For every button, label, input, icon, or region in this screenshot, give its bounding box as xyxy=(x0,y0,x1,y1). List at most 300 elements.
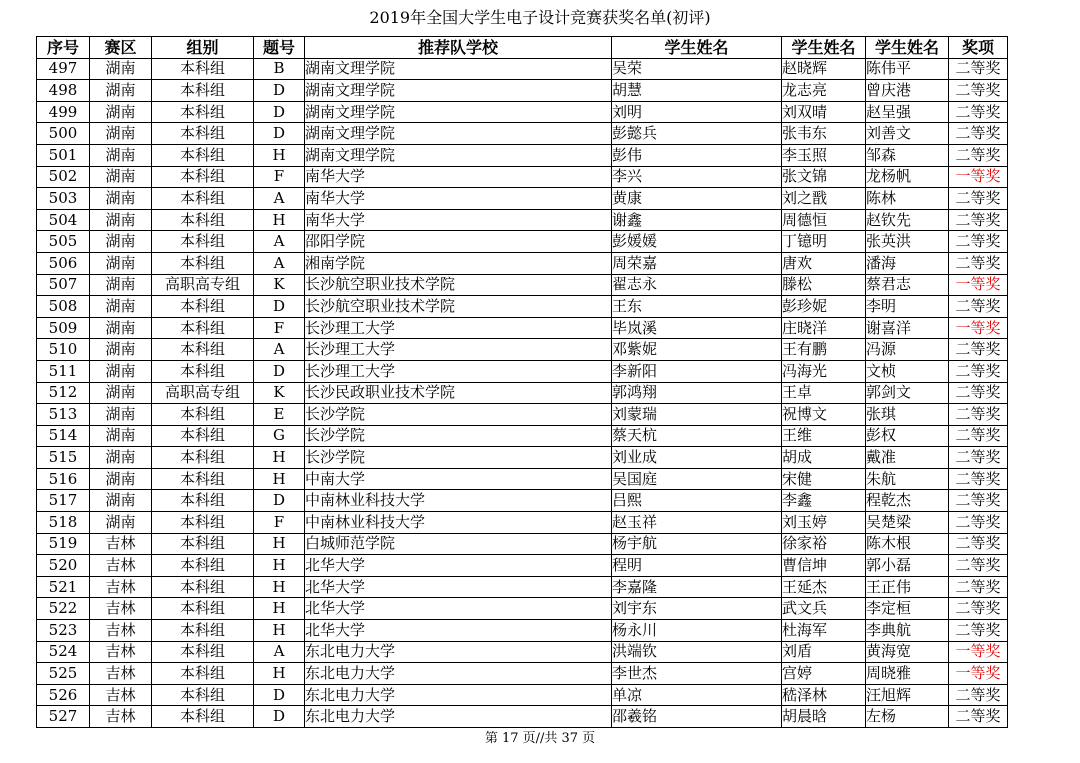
cell-problem: H xyxy=(254,576,305,598)
cell-index: 510 xyxy=(37,339,90,361)
cell-student-3: 李明 xyxy=(866,296,949,318)
cell-award: 一等奖 xyxy=(949,641,1008,663)
cell-region: 吉林 xyxy=(90,598,152,620)
table-row xyxy=(37,468,1008,490)
cell-student-3: 赵钦先 xyxy=(866,209,949,231)
cell-award: 二等奖 xyxy=(949,231,1008,253)
cell-school: 湘南学院 xyxy=(305,252,612,274)
table-row xyxy=(37,123,1008,145)
cell-school: 东北电力大学 xyxy=(305,641,612,663)
cell-problem: A xyxy=(254,252,305,274)
cell-award: 二等奖 xyxy=(949,144,1008,166)
cell-school: 湖南文理学院 xyxy=(305,144,612,166)
cell-index: 520 xyxy=(37,555,90,577)
cell-student-1: 毕岚溪 xyxy=(612,317,782,339)
header-student-1: 学生姓名 xyxy=(612,37,782,59)
cell-index: 523 xyxy=(37,620,90,642)
table-row xyxy=(37,512,1008,534)
table-row xyxy=(37,620,1008,642)
cell-award: 二等奖 xyxy=(949,252,1008,274)
cell-group: 本科组 xyxy=(152,555,254,577)
cell-region: 吉林 xyxy=(90,641,152,663)
cell-student-3: 戴准 xyxy=(866,447,949,469)
cell-problem: K xyxy=(254,274,305,296)
cell-region: 湖南 xyxy=(90,490,152,512)
page-title: 2019年全国大学生电子设计竞赛获奖名单(初评) xyxy=(369,8,711,27)
cell-index: 512 xyxy=(37,382,90,404)
cell-region: 湖南 xyxy=(90,339,152,361)
cell-region: 湖南 xyxy=(90,512,152,534)
cell-index: 521 xyxy=(37,576,90,598)
cell-index: 505 xyxy=(37,231,90,253)
cell-problem: H xyxy=(254,144,305,166)
header-award: 奖项 xyxy=(949,37,1008,59)
cell-student-3: 曾庆港 xyxy=(866,80,949,102)
cell-group: 本科组 xyxy=(152,80,254,102)
cell-region: 湖南 xyxy=(90,317,152,339)
cell-group: 本科组 xyxy=(152,231,254,253)
cell-school: 北华大学 xyxy=(305,576,612,598)
cell-award: 二等奖 xyxy=(949,80,1008,102)
cell-group: 本科组 xyxy=(152,663,254,685)
cell-problem: D xyxy=(254,80,305,102)
cell-award: 一等奖 xyxy=(949,166,1008,188)
cell-group: 本科组 xyxy=(152,706,254,728)
page-footer: 第 17 页//共 37 页 xyxy=(484,731,596,746)
cell-school: 中南林业科技大学 xyxy=(305,512,612,534)
cell-index: 506 xyxy=(37,252,90,274)
cell-group: 本科组 xyxy=(152,209,254,231)
cell-student-2: 嵇泽林 xyxy=(782,684,866,706)
cell-student-3: 刘善文 xyxy=(866,123,949,145)
cell-group: 本科组 xyxy=(152,512,254,534)
cell-student-2: 胡成 xyxy=(782,447,866,469)
cell-school: 东北电力大学 xyxy=(305,706,612,728)
cell-index: 519 xyxy=(37,533,90,555)
cell-award: 一等奖 xyxy=(949,274,1008,296)
cell-school: 长沙理工大学 xyxy=(305,360,612,382)
cell-award: 二等奖 xyxy=(949,533,1008,555)
cell-index: 526 xyxy=(37,684,90,706)
cell-student-1: 李兴 xyxy=(612,166,782,188)
cell-school: 湖南文理学院 xyxy=(305,80,612,102)
cell-index: 499 xyxy=(37,101,90,123)
cell-student-1: 吴荣 xyxy=(612,58,782,80)
cell-student-3: 周晓雅 xyxy=(866,663,949,685)
header-problem: 题号 xyxy=(254,37,305,59)
cell-group: 高职高专组 xyxy=(152,274,254,296)
cell-student-3: 李定桓 xyxy=(866,598,949,620)
cell-group: 本科组 xyxy=(152,425,254,447)
cell-student-2: 龙志亮 xyxy=(782,80,866,102)
cell-index: 517 xyxy=(37,490,90,512)
table-row xyxy=(37,684,1008,706)
cell-index: 518 xyxy=(37,512,90,534)
table-row xyxy=(37,101,1008,123)
cell-student-1: 翟志永 xyxy=(612,274,782,296)
cell-group: 本科组 xyxy=(152,296,254,318)
cell-region: 湖南 xyxy=(90,447,152,469)
cell-region: 湖南 xyxy=(90,296,152,318)
cell-student-3: 张琪 xyxy=(866,404,949,426)
cell-award: 二等奖 xyxy=(949,447,1008,469)
cell-problem: H xyxy=(254,533,305,555)
table-row xyxy=(37,80,1008,102)
cell-school: 长沙航空职业技术学院 xyxy=(305,274,612,296)
cell-index: 516 xyxy=(37,468,90,490)
table-row xyxy=(37,382,1008,404)
table-row xyxy=(37,404,1008,426)
cell-index: 513 xyxy=(37,404,90,426)
cell-index: 525 xyxy=(37,663,90,685)
cell-student-1: 郭鸿翔 xyxy=(612,382,782,404)
table-row xyxy=(37,576,1008,598)
cell-region: 吉林 xyxy=(90,663,152,685)
cell-group: 本科组 xyxy=(152,576,254,598)
cell-student-3: 郭剑文 xyxy=(866,382,949,404)
cell-school: 北华大学 xyxy=(305,555,612,577)
cell-student-2: 祝博文 xyxy=(782,404,866,426)
cell-region: 湖南 xyxy=(90,123,152,145)
cell-problem: D xyxy=(254,101,305,123)
cell-student-2: 李鑫 xyxy=(782,490,866,512)
cell-region: 吉林 xyxy=(90,620,152,642)
cell-index: 507 xyxy=(37,274,90,296)
cell-student-2: 徐家裕 xyxy=(782,533,866,555)
cell-school: 长沙理工大学 xyxy=(305,339,612,361)
table-row xyxy=(37,533,1008,555)
header-region: 赛区 xyxy=(90,37,152,59)
cell-award: 二等奖 xyxy=(949,468,1008,490)
cell-region: 吉林 xyxy=(90,706,152,728)
table-row xyxy=(37,231,1008,253)
cell-school: 长沙民政职业技术学院 xyxy=(305,382,612,404)
cell-school: 湖南文理学院 xyxy=(305,123,612,145)
cell-problem: A xyxy=(254,231,305,253)
cell-student-3: 黄海宽 xyxy=(866,641,949,663)
cell-student-2: 张韦东 xyxy=(782,123,866,145)
table-row xyxy=(37,490,1008,512)
cell-student-3: 陈林 xyxy=(866,188,949,210)
cell-problem: H xyxy=(254,447,305,469)
cell-school: 长沙学院 xyxy=(305,447,612,469)
cell-student-3: 谢喜洋 xyxy=(866,317,949,339)
cell-student-2: 冯海光 xyxy=(782,360,866,382)
cell-student-2: 武文兵 xyxy=(782,598,866,620)
cell-student-2: 李玉照 xyxy=(782,144,866,166)
cell-school: 长沙学院 xyxy=(305,425,612,447)
table-row xyxy=(37,447,1008,469)
table-row xyxy=(37,360,1008,382)
table-row xyxy=(37,188,1008,210)
cell-problem: D xyxy=(254,296,305,318)
cell-award: 二等奖 xyxy=(949,490,1008,512)
cell-group: 本科组 xyxy=(152,58,254,80)
cell-award: 二等奖 xyxy=(949,598,1008,620)
cell-region: 湖南 xyxy=(90,274,152,296)
cell-region: 湖南 xyxy=(90,144,152,166)
table-row xyxy=(37,209,1008,231)
cell-student-1: 吕熙 xyxy=(612,490,782,512)
cell-student-1: 杨永川 xyxy=(612,620,782,642)
cell-student-3: 汪旭辉 xyxy=(866,684,949,706)
cell-student-1: 刘蒙瑞 xyxy=(612,404,782,426)
cell-student-1: 吴国庭 xyxy=(612,468,782,490)
table-row xyxy=(37,274,1008,296)
cell-school: 白城师范学院 xyxy=(305,533,612,555)
cell-award: 一等奖 xyxy=(949,317,1008,339)
cell-student-2: 唐欢 xyxy=(782,252,866,274)
cell-student-3: 邹森 xyxy=(866,144,949,166)
table-row xyxy=(37,663,1008,685)
cell-problem: D xyxy=(254,490,305,512)
cell-student-1: 黄康 xyxy=(612,188,782,210)
cell-student-1: 彭懿兵 xyxy=(612,123,782,145)
cell-region: 湖南 xyxy=(90,80,152,102)
header-school: 推荐队学校 xyxy=(305,37,612,59)
cell-group: 高职高专组 xyxy=(152,382,254,404)
cell-student-1: 李嘉隆 xyxy=(612,576,782,598)
cell-student-3: 李典航 xyxy=(866,620,949,642)
cell-group: 本科组 xyxy=(152,533,254,555)
cell-index: 527 xyxy=(37,706,90,728)
cell-award: 二等奖 xyxy=(949,512,1008,534)
cell-group: 本科组 xyxy=(152,252,254,274)
cell-region: 吉林 xyxy=(90,684,152,706)
cell-region: 吉林 xyxy=(90,576,152,598)
header-student-2: 学生姓名 xyxy=(782,37,866,59)
cell-index: 515 xyxy=(37,447,90,469)
cell-school: 湖南文理学院 xyxy=(305,58,612,80)
cell-region: 湖南 xyxy=(90,231,152,253)
cell-region: 湖南 xyxy=(90,252,152,274)
header-student-3: 学生姓名 xyxy=(866,37,949,59)
cell-region: 湖南 xyxy=(90,101,152,123)
cell-problem: G xyxy=(254,425,305,447)
cell-school: 长沙理工大学 xyxy=(305,317,612,339)
cell-group: 本科组 xyxy=(152,339,254,361)
cell-student-2: 刘盾 xyxy=(782,641,866,663)
cell-award: 二等奖 xyxy=(949,339,1008,361)
cell-student-1: 李新阳 xyxy=(612,360,782,382)
cell-award: 二等奖 xyxy=(949,555,1008,577)
cell-student-3: 赵呈强 xyxy=(866,101,949,123)
cell-school: 中南林业科技大学 xyxy=(305,490,612,512)
cell-student-3: 蔡君志 xyxy=(866,274,949,296)
cell-award: 二等奖 xyxy=(949,404,1008,426)
award-table xyxy=(36,36,1008,728)
cell-student-2: 刘之戬 xyxy=(782,188,866,210)
cell-group: 本科组 xyxy=(152,404,254,426)
cell-student-1: 胡慧 xyxy=(612,80,782,102)
cell-region: 湖南 xyxy=(90,188,152,210)
cell-index: 509 xyxy=(37,317,90,339)
cell-award: 二等奖 xyxy=(949,296,1008,318)
cell-award: 二等奖 xyxy=(949,360,1008,382)
cell-award: 二等奖 xyxy=(949,58,1008,80)
cell-index: 514 xyxy=(37,425,90,447)
cell-student-1: 邵羲铭 xyxy=(612,706,782,728)
cell-student-2: 杜海军 xyxy=(782,620,866,642)
cell-problem: H xyxy=(254,663,305,685)
cell-problem: D xyxy=(254,706,305,728)
cell-student-1: 赵玉祥 xyxy=(612,512,782,534)
cell-region: 吉林 xyxy=(90,533,152,555)
cell-student-3: 龙杨帆 xyxy=(866,166,949,188)
cell-student-2: 周德恒 xyxy=(782,209,866,231)
cell-student-2: 宫婷 xyxy=(782,663,866,685)
cell-index: 503 xyxy=(37,188,90,210)
cell-student-1: 彭媛媛 xyxy=(612,231,782,253)
cell-problem: A xyxy=(254,641,305,663)
cell-index: 500 xyxy=(37,123,90,145)
cell-student-1: 洪端钦 xyxy=(612,641,782,663)
cell-award: 二等奖 xyxy=(949,576,1008,598)
cell-student-1: 谢鑫 xyxy=(612,209,782,231)
cell-problem: F xyxy=(254,512,305,534)
cell-group: 本科组 xyxy=(152,144,254,166)
cell-group: 本科组 xyxy=(152,101,254,123)
cell-problem: D xyxy=(254,360,305,382)
cell-student-1: 单凉 xyxy=(612,684,782,706)
cell-school: 湖南文理学院 xyxy=(305,101,612,123)
table-row xyxy=(37,339,1008,361)
cell-student-3: 潘海 xyxy=(866,252,949,274)
cell-region: 湖南 xyxy=(90,382,152,404)
cell-student-2: 彭珍妮 xyxy=(782,296,866,318)
cell-problem: A xyxy=(254,188,305,210)
cell-award: 二等奖 xyxy=(949,101,1008,123)
header-index: 序号 xyxy=(37,37,90,59)
cell-school: 东北电力大学 xyxy=(305,684,612,706)
cell-school: 长沙航空职业技术学院 xyxy=(305,296,612,318)
table-row xyxy=(37,706,1008,728)
cell-group: 本科组 xyxy=(152,490,254,512)
cell-index: 511 xyxy=(37,360,90,382)
cell-student-3: 朱航 xyxy=(866,468,949,490)
cell-student-3: 陈伟平 xyxy=(866,58,949,80)
cell-group: 本科组 xyxy=(152,188,254,210)
cell-student-2: 刘玉婷 xyxy=(782,512,866,534)
cell-student-2: 王延杰 xyxy=(782,576,866,598)
cell-region: 湖南 xyxy=(90,468,152,490)
cell-award: 二等奖 xyxy=(949,382,1008,404)
cell-student-2: 丁镱明 xyxy=(782,231,866,253)
cell-problem: H xyxy=(254,620,305,642)
cell-index: 497 xyxy=(37,58,90,80)
cell-index: 508 xyxy=(37,296,90,318)
cell-award: 二等奖 xyxy=(949,620,1008,642)
cell-student-2: 滕松 xyxy=(782,274,866,296)
cell-student-1: 刘业成 xyxy=(612,447,782,469)
cell-student-3: 程乾杰 xyxy=(866,490,949,512)
cell-problem: D xyxy=(254,123,305,145)
cell-student-2: 王维 xyxy=(782,425,866,447)
table-row xyxy=(37,58,1008,80)
cell-problem: D xyxy=(254,684,305,706)
cell-group: 本科组 xyxy=(152,447,254,469)
cell-student-1: 周荣嘉 xyxy=(612,252,782,274)
cell-award: 二等奖 xyxy=(949,209,1008,231)
header-group: 组别 xyxy=(152,37,254,59)
cell-school: 南华大学 xyxy=(305,166,612,188)
cell-student-1: 彭伟 xyxy=(612,144,782,166)
cell-award: 二等奖 xyxy=(949,425,1008,447)
cell-student-3: 左杨 xyxy=(866,706,949,728)
table-row xyxy=(37,296,1008,318)
cell-group: 本科组 xyxy=(152,684,254,706)
cell-index: 501 xyxy=(37,144,90,166)
cell-award: 二等奖 xyxy=(949,706,1008,728)
cell-student-3: 陈木根 xyxy=(866,533,949,555)
cell-index: 522 xyxy=(37,598,90,620)
cell-problem: H xyxy=(254,468,305,490)
cell-student-1: 刘明 xyxy=(612,101,782,123)
cell-student-1: 王东 xyxy=(612,296,782,318)
cell-school: 长沙学院 xyxy=(305,404,612,426)
cell-index: 524 xyxy=(37,641,90,663)
cell-student-1: 蔡天杭 xyxy=(612,425,782,447)
cell-region: 湖南 xyxy=(90,425,152,447)
cell-problem: F xyxy=(254,166,305,188)
cell-index: 498 xyxy=(37,80,90,102)
cell-index: 502 xyxy=(37,166,90,188)
table-row xyxy=(37,598,1008,620)
cell-student-1: 邓紫妮 xyxy=(612,339,782,361)
cell-award: 二等奖 xyxy=(949,684,1008,706)
cell-school: 南华大学 xyxy=(305,209,612,231)
table-row xyxy=(37,166,1008,188)
cell-award: 二等奖 xyxy=(949,123,1008,145)
cell-school: 邵阳学院 xyxy=(305,231,612,253)
cell-student-3: 王正伟 xyxy=(866,576,949,598)
cell-group: 本科组 xyxy=(152,123,254,145)
cell-problem: B xyxy=(254,58,305,80)
cell-student-2: 王有鹏 xyxy=(782,339,866,361)
cell-student-3: 郭小磊 xyxy=(866,555,949,577)
cell-student-2: 曹信坤 xyxy=(782,555,866,577)
cell-region: 湖南 xyxy=(90,360,152,382)
cell-student-2: 王卓 xyxy=(782,382,866,404)
cell-problem: H xyxy=(254,209,305,231)
cell-problem: K xyxy=(254,382,305,404)
cell-region: 湖南 xyxy=(90,209,152,231)
cell-problem: A xyxy=(254,339,305,361)
cell-student-3: 张英洪 xyxy=(866,231,949,253)
table-row xyxy=(37,252,1008,274)
table-row xyxy=(37,317,1008,339)
cell-student-1: 程明 xyxy=(612,555,782,577)
cell-problem: H xyxy=(254,598,305,620)
cell-index: 504 xyxy=(37,209,90,231)
cell-student-3: 彭权 xyxy=(866,425,949,447)
cell-region: 湖南 xyxy=(90,166,152,188)
cell-region: 吉林 xyxy=(90,555,152,577)
cell-problem: H xyxy=(254,555,305,577)
cell-group: 本科组 xyxy=(152,641,254,663)
header-row xyxy=(37,37,1008,59)
cell-student-3: 冯源 xyxy=(866,339,949,361)
cell-group: 本科组 xyxy=(152,598,254,620)
cell-group: 本科组 xyxy=(152,317,254,339)
cell-school: 中南大学 xyxy=(305,468,612,490)
cell-student-1: 李世杰 xyxy=(612,663,782,685)
cell-group: 本科组 xyxy=(152,468,254,490)
table-row xyxy=(37,144,1008,166)
table-row xyxy=(37,425,1008,447)
cell-school: 北华大学 xyxy=(305,598,612,620)
cell-region: 湖南 xyxy=(90,404,152,426)
